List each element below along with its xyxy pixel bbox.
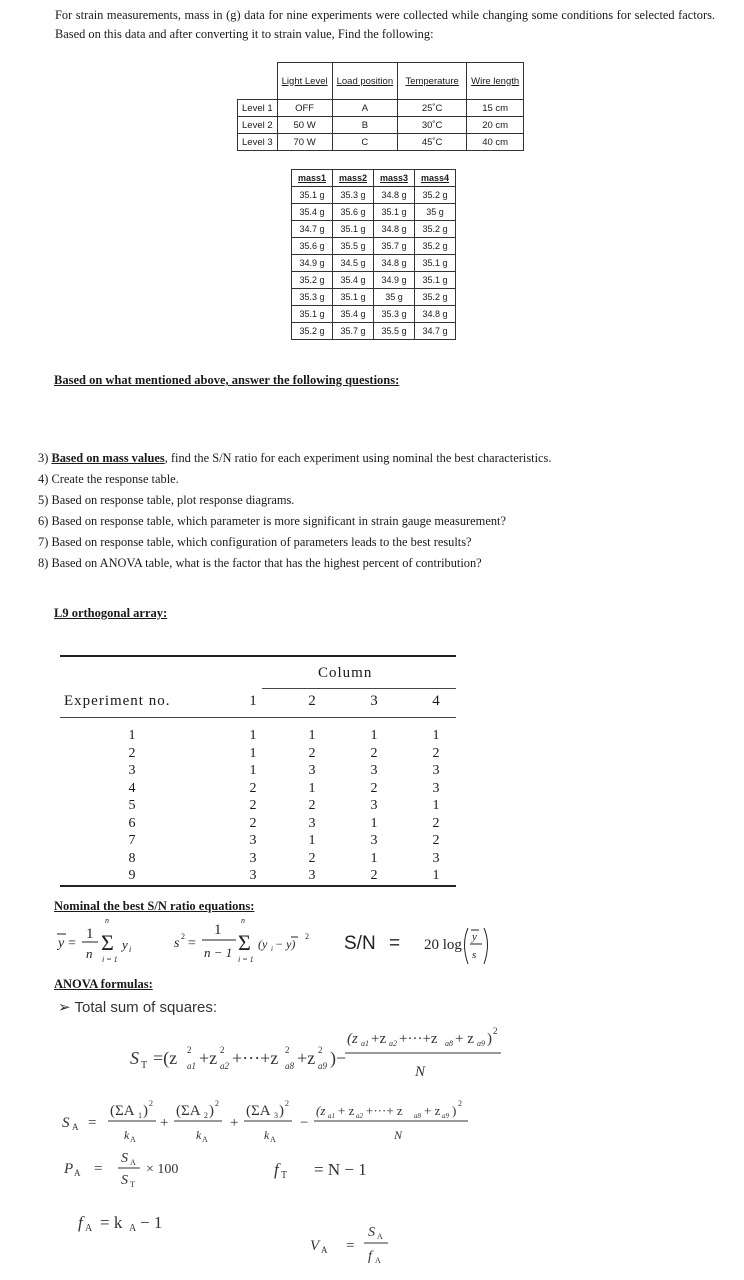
- svg-text:s: s: [472, 949, 477, 961]
- svg-text:(ΣA: (ΣA: [110, 1103, 135, 1119]
- factor-cell: 40 cm: [467, 134, 524, 151]
- svg-text:2: 2: [181, 932, 185, 941]
- l9-cell: 2: [308, 745, 316, 761]
- svg-text:+z: +z: [199, 1048, 218, 1068]
- l9-cell: 1: [432, 798, 440, 813]
- svg-text:− y): − y): [275, 937, 296, 951]
- mass-cell: 35.1 g: [292, 187, 333, 204]
- svg-text:(ΣA: (ΣA: [246, 1103, 271, 1119]
- svg-text:−: −: [300, 1115, 309, 1131]
- factor-row: [238, 134, 524, 151]
- factor-row: [238, 117, 524, 134]
- svg-text:a1: a1: [187, 1061, 196, 1071]
- l9-cell: 3: [249, 850, 257, 866]
- mass-cell: 35.2 g: [415, 238, 456, 255]
- svg-text:= N − 1: = N − 1: [314, 1160, 367, 1179]
- svg-text:1: 1: [86, 926, 94, 942]
- svg-text:n − 1: n − 1: [204, 945, 233, 960]
- l9-col-number: 4: [432, 693, 440, 709]
- l9-top-rule: [60, 655, 456, 657]
- l9-cell: 3: [308, 815, 316, 831]
- svg-text:f: f: [368, 1249, 372, 1264]
- l9-cell: 2: [432, 745, 440, 761]
- svg-text:+z: +z: [297, 1048, 316, 1068]
- svg-text:T: T: [141, 1060, 148, 1071]
- mass-cell: 34.8 g: [374, 221, 415, 238]
- l9-cell: 1: [432, 868, 440, 883]
- svg-text:2: 2: [493, 1026, 498, 1036]
- question-item: 7) Based on response table, which configuration of parameters leads to the best results?: [38, 535, 472, 549]
- svg-text:a2: a2: [389, 1039, 397, 1048]
- mass-cell: 35.7 g: [374, 238, 415, 255]
- svg-text:S: S: [368, 1225, 375, 1240]
- mass-cell: 34.7 g: [415, 323, 456, 340]
- svg-text:n: n: [86, 946, 93, 961]
- mass-cell: 35.2 g: [415, 221, 456, 238]
- svg-text:): ): [487, 1031, 492, 1047]
- l9-cell: 2: [249, 798, 257, 813]
- sn-equations: [52, 914, 492, 974]
- mass-row: [292, 204, 456, 221]
- l9-header-rule: [60, 717, 456, 718]
- factor-cell: 20 cm: [467, 117, 524, 134]
- l9-cell: 1: [249, 745, 257, 761]
- l9-cell: 1: [370, 815, 378, 831]
- svg-text:y: y: [122, 937, 128, 952]
- l9-cell: 3: [370, 763, 378, 778]
- svg-text:N: N: [394, 1128, 403, 1142]
- svg-text:k: k: [196, 1128, 202, 1142]
- svg-text:): ): [279, 1103, 284, 1119]
- mass-cell: 35.2 g: [415, 187, 456, 204]
- svg-text:2: 2: [149, 1099, 153, 1108]
- factor-cell: 70 W: [277, 134, 332, 151]
- svg-text:2: 2: [204, 1111, 208, 1120]
- svg-text:A: A: [270, 1135, 276, 1144]
- fa-equation: [72, 1202, 212, 1238]
- svg-text:N: N: [415, 1064, 426, 1080]
- mass-cell: 35.1 g: [333, 289, 374, 306]
- l9-cell: 2: [308, 850, 316, 866]
- l9-column-rule: [262, 688, 456, 689]
- l9-experiment-number: 7: [128, 833, 136, 848]
- l9-experiment-number: 9: [128, 868, 136, 883]
- factor-cell: OFF: [277, 100, 332, 117]
- questions-heading: Based on what mentioned above, answer the following questions:: [54, 373, 400, 387]
- mass-cell: 35.1 g: [415, 272, 456, 289]
- factors-table: [237, 62, 524, 151]
- svg-text:): ): [143, 1103, 148, 1119]
- svg-text:(z: (z: [347, 1031, 358, 1047]
- svg-text:+···+ z: +···+ z: [366, 1103, 403, 1118]
- factor-cell: 50 W: [277, 117, 332, 134]
- l9-cell: 2: [432, 815, 440, 831]
- svg-text:A: A: [377, 1232, 383, 1241]
- factor-row: [238, 100, 524, 117]
- l9-cell: 3: [249, 868, 257, 883]
- l9-cell: 2: [370, 868, 378, 883]
- svg-text:2: 2: [215, 1099, 219, 1108]
- svg-text:T: T: [130, 1180, 135, 1189]
- svg-text:a9: a9: [477, 1039, 485, 1048]
- pa-ft-equations: [58, 1142, 438, 1192]
- l9-experiment-number: 4: [128, 780, 136, 796]
- svg-text:− 1: − 1: [140, 1213, 163, 1232]
- l9-cell: 3: [370, 833, 378, 848]
- svg-text:T: T: [281, 1170, 288, 1181]
- svg-text:y: y: [472, 931, 477, 943]
- mass-cell: 34.9 g: [374, 272, 415, 289]
- mass-cell: 35.4 g: [333, 306, 374, 323]
- svg-text:)−: )−: [330, 1048, 347, 1068]
- mass-row: [292, 289, 456, 306]
- svg-text:2: 2: [285, 1045, 290, 1055]
- svg-text:A: A: [129, 1223, 137, 1234]
- svg-text:i = 1: i = 1: [102, 955, 118, 964]
- level-label: Level 1: [238, 100, 278, 117]
- svg-text:=: =: [68, 936, 76, 951]
- svg-text:+···+z: +···+z: [399, 1031, 438, 1047]
- svg-text:= k: = k: [100, 1213, 123, 1232]
- svg-text:A: A: [85, 1223, 93, 1234]
- question-item: 3) Based on mass values, find the S/N ratio for each experiment using nominal the best characteristics.: [38, 451, 552, 465]
- l9-col-number: 3: [370, 693, 378, 709]
- svg-text:+ z: + z: [338, 1103, 355, 1118]
- svg-text:+: +: [160, 1115, 169, 1131]
- anova-heading: ANOVA formulas:: [54, 977, 153, 991]
- svg-text:a1: a1: [361, 1039, 369, 1048]
- svg-text:k: k: [264, 1128, 270, 1142]
- mass-cell: 35.6 g: [333, 204, 374, 221]
- mass-cell: 35 g: [415, 204, 456, 221]
- svg-text:): ): [452, 1103, 457, 1118]
- mass-cell: 35.1 g: [415, 255, 456, 272]
- mass-cell: 35.7 g: [333, 323, 374, 340]
- svg-text:a9: a9: [318, 1061, 327, 1071]
- l9-cell: 1: [370, 728, 378, 743]
- l9-col-number: 2: [308, 693, 316, 709]
- mass-cell: 35.2 g: [292, 323, 333, 340]
- sn-heading: Nominal the best S/N ratio equations:: [54, 899, 255, 913]
- svg-text:A: A: [321, 1245, 328, 1255]
- svg-text:A: A: [130, 1135, 136, 1144]
- svg-text:i = 1: i = 1: [238, 955, 254, 964]
- mass-cell: 35.6 g: [292, 238, 333, 255]
- mass-row: [292, 306, 456, 323]
- l9-column-label: Column: [318, 665, 373, 681]
- mass-cell: 34.8 g: [415, 306, 456, 323]
- l9-cell: 1: [432, 728, 440, 743]
- svg-text:+: +: [230, 1115, 239, 1131]
- mass-header: mass3: [374, 170, 415, 187]
- svg-text:A: A: [375, 1256, 381, 1265]
- mass-table: [291, 169, 456, 340]
- svg-text:s: s: [174, 936, 180, 951]
- l9-experiment-number: 8: [128, 850, 136, 866]
- mass-row: [292, 272, 456, 289]
- svg-text:=(z: =(z: [153, 1048, 178, 1068]
- l9-cell: 3: [308, 763, 316, 778]
- svg-text:n: n: [105, 916, 109, 925]
- svg-text:20 log: 20 log: [424, 937, 462, 953]
- total-ss-equation: [125, 1022, 505, 1082]
- question-item: 5) Based on response table, plot response diagrams.: [38, 493, 295, 507]
- factor-header: Light Level: [277, 63, 332, 100]
- mass-cell: 35 g: [374, 289, 415, 306]
- svg-text:k: k: [124, 1128, 130, 1142]
- l9-cell: 1: [308, 728, 316, 743]
- svg-text:a2: a2: [220, 1061, 229, 1071]
- svg-text:+z: +z: [371, 1031, 387, 1047]
- mass-row: [292, 238, 456, 255]
- mass-header: mass4: [415, 170, 456, 187]
- factor-cell: B: [332, 117, 398, 134]
- l9-cell: 2: [432, 833, 440, 848]
- mass-cell: 34.5 g: [333, 255, 374, 272]
- svg-text:f: f: [78, 1213, 83, 1232]
- svg-text:=: =: [94, 1161, 103, 1177]
- svg-text:a8: a8: [445, 1039, 453, 1048]
- svg-text:2: 2: [220, 1045, 225, 1055]
- l9-cell: 2: [370, 745, 378, 761]
- mass-cell: 35.3 g: [333, 187, 374, 204]
- question-item: 6) Based on response table, which parameter is more significant in strain gauge measurement?: [38, 514, 506, 528]
- svg-text:P: P: [64, 1161, 74, 1177]
- mass-cell: 34.8 g: [374, 187, 415, 204]
- mass-cell: 35.4 g: [292, 204, 333, 221]
- svg-text:S/N: S/N: [344, 933, 376, 954]
- factor-header: Wire length: [467, 63, 524, 100]
- factor-cell: C: [332, 134, 398, 151]
- l9-col-number: 1: [249, 693, 257, 709]
- intro-paragraph: For strain measurements, mass in (g) data for nine experiments were collected while changing some conditions for selected factors. Based on this data and after converting it to strain value, Find the following:: [55, 8, 715, 41]
- svg-text:y: y: [58, 936, 65, 951]
- l9-cell: 1: [249, 728, 257, 743]
- factor-cell: 25˚C: [398, 100, 467, 117]
- svg-text:(ΣA: (ΣA: [176, 1103, 201, 1119]
- svg-text:3: 3: [274, 1111, 278, 1120]
- svg-text:S: S: [121, 1173, 128, 1188]
- svg-text:1: 1: [214, 922, 222, 938]
- mass-header: mass1: [292, 170, 333, 187]
- va-equation: [306, 1218, 406, 1278]
- svg-text:=: =: [389, 933, 401, 954]
- mass-cell: 34.9 g: [292, 255, 333, 272]
- svg-text:i: i: [129, 945, 132, 954]
- l9-cell: 2: [249, 815, 257, 831]
- l9-cell: 3: [308, 868, 316, 883]
- svg-text:S: S: [62, 1115, 70, 1131]
- mass-cell: 34.7 g: [292, 221, 333, 238]
- l9-cell: 1: [308, 833, 316, 848]
- svg-text:Σ: Σ: [238, 930, 251, 955]
- svg-text:a8: a8: [285, 1061, 294, 1071]
- factor-header: Load position: [332, 63, 398, 100]
- svg-text:=: =: [88, 1115, 97, 1131]
- mass-row: [292, 255, 456, 272]
- questions-list: [38, 451, 718, 577]
- mass-row: [292, 221, 456, 238]
- svg-text:2: 2: [285, 1099, 289, 1108]
- mass-cell: 34.8 g: [374, 255, 415, 272]
- mass-cell: 35.2 g: [292, 272, 333, 289]
- svg-text:A: A: [72, 1122, 79, 1132]
- mass-cell: 35.5 g: [333, 238, 374, 255]
- svg-text:+ z: + z: [424, 1103, 441, 1118]
- l9-cell: 3: [432, 780, 440, 796]
- factor-header: Temperature: [398, 63, 467, 100]
- svg-text:A: A: [130, 1158, 136, 1167]
- l9-cell: 3: [249, 833, 257, 848]
- l9-experiment-number: 5: [128, 798, 136, 813]
- svg-text:=: =: [346, 1238, 355, 1254]
- mass-cell: 35.5 g: [374, 323, 415, 340]
- svg-text:2: 2: [305, 932, 309, 941]
- svg-text:+···+z: +···+z: [232, 1048, 279, 1068]
- mass-header: mass2: [333, 170, 374, 187]
- svg-text:n: n: [241, 916, 245, 925]
- l9-cell: 2: [249, 780, 257, 796]
- factor-cell: 45˚C: [398, 134, 467, 151]
- svg-text:2: 2: [318, 1045, 323, 1055]
- factors-corner: [238, 63, 278, 100]
- svg-text:): ): [209, 1103, 214, 1119]
- svg-text:1: 1: [138, 1111, 142, 1120]
- l9-cell: 2: [308, 798, 316, 813]
- question-item: 4) Create the response table.: [38, 472, 179, 486]
- mass-cell: 35.3 g: [292, 289, 333, 306]
- svg-text:× 100: × 100: [146, 1162, 179, 1177]
- l9-experiment-number: 1: [128, 728, 136, 743]
- l9-cell: 3: [432, 850, 440, 866]
- factor-cell: A: [332, 100, 398, 117]
- mass-cell: 35.1 g: [292, 306, 333, 323]
- svg-text:S: S: [121, 1151, 128, 1166]
- svg-text:A: A: [202, 1135, 208, 1144]
- svg-text:=: =: [188, 936, 196, 951]
- factor-cell: 15 cm: [467, 100, 524, 117]
- svg-text:f: f: [274, 1160, 279, 1179]
- level-label: Level 2: [238, 117, 278, 134]
- svg-text:a9: a9: [442, 1112, 449, 1120]
- l9-experiment-number: 6: [128, 815, 136, 831]
- svg-text:a2: a2: [356, 1112, 363, 1120]
- l9-experiment-label: Experiment no.: [64, 693, 171, 709]
- mass-row: [292, 187, 456, 204]
- l9-experiment-number: 2: [128, 745, 136, 761]
- l9-cell: 1: [370, 850, 378, 866]
- l9-cell: 3: [432, 763, 440, 778]
- l9-cell: 1: [308, 780, 316, 796]
- svg-text:2: 2: [458, 1099, 462, 1108]
- question-item: 8) Based on ANOVA table, what is the factor that has the highest percent of contribution?: [38, 556, 482, 570]
- l9-cell: 1: [249, 763, 257, 778]
- l9-experiment-number: 3: [128, 763, 136, 778]
- svg-text:A: A: [74, 1168, 81, 1178]
- svg-text:a8: a8: [414, 1112, 421, 1120]
- svg-text:S: S: [130, 1048, 139, 1068]
- mass-cell: 35.1 g: [333, 221, 374, 238]
- svg-text:i: i: [271, 945, 273, 953]
- level-label: Level 3: [238, 134, 278, 151]
- mass-cell: 35.4 g: [333, 272, 374, 289]
- svg-text:(z: (z: [316, 1103, 326, 1118]
- l9-cell: 3: [370, 798, 378, 813]
- sa-equation: [58, 1090, 498, 1150]
- svg-text:a1: a1: [328, 1112, 335, 1120]
- factor-cell: 30˚C: [398, 117, 467, 134]
- l9-heading: L9 orthogonal array:: [54, 606, 168, 620]
- l9-cell: 2: [370, 780, 378, 796]
- svg-text:2: 2: [187, 1045, 192, 1055]
- mass-cell: 35.2 g: [415, 289, 456, 306]
- svg-text:Σ: Σ: [101, 930, 114, 955]
- total-ss-line: ➢ Total sum of squares:: [58, 999, 218, 1016]
- mass-row: [292, 323, 456, 340]
- arrow-bullet-icon: ➢: [58, 999, 71, 1016]
- mass-cell: 35.3 g: [374, 306, 415, 323]
- svg-text:(y: (y: [258, 937, 268, 951]
- svg-text:+ z: + z: [455, 1031, 474, 1047]
- mass-cell: 35.1 g: [374, 204, 415, 221]
- svg-text:V: V: [310, 1238, 320, 1254]
- l9-bottom-rule: [60, 885, 456, 887]
